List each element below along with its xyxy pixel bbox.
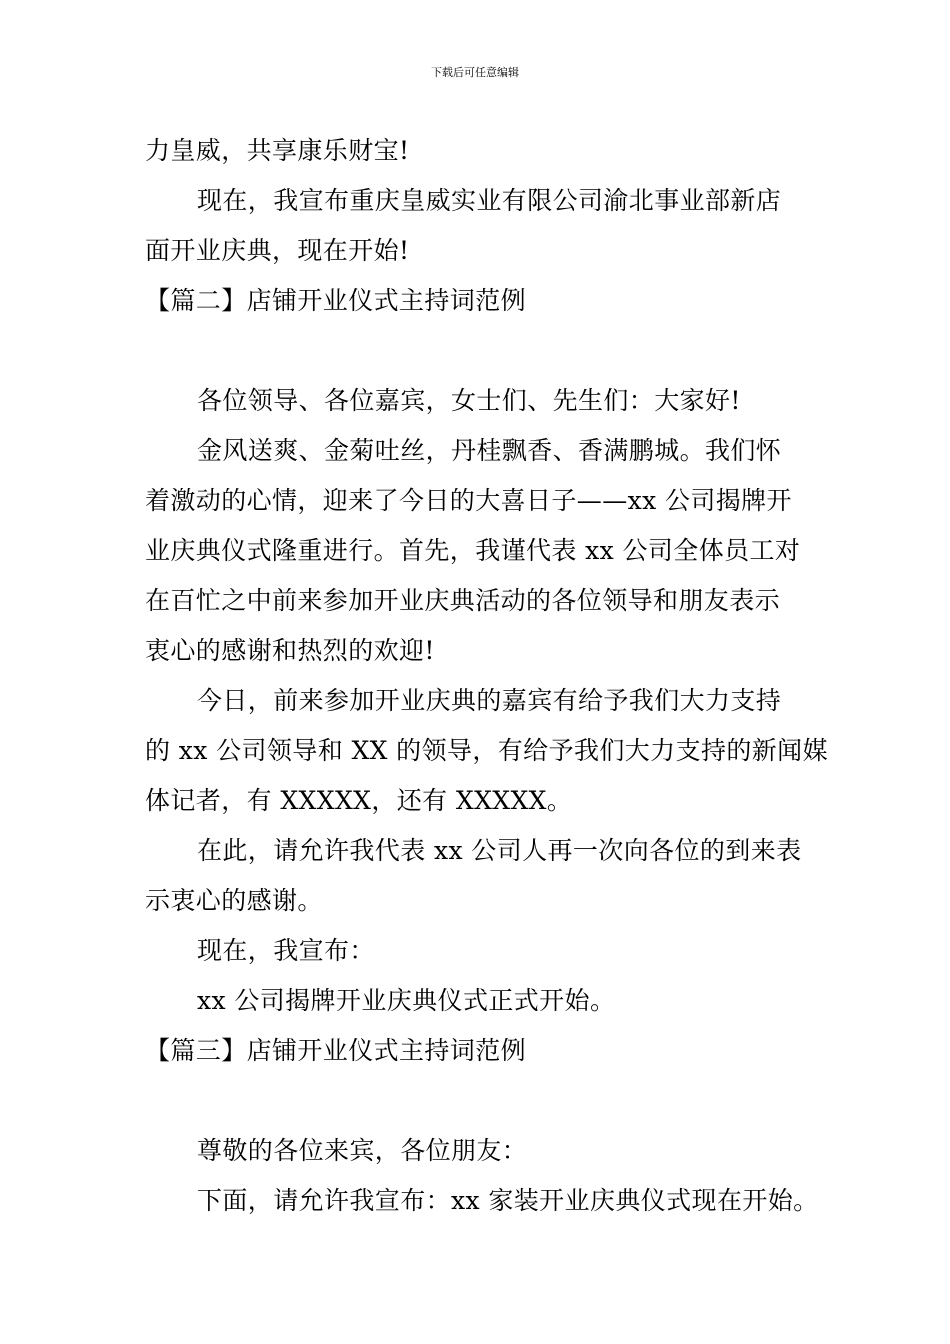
paragraph-line: 今日，前来参加开业庆典的嘉宾有给予我们大力支持 — [197, 686, 782, 715]
blank-line — [145, 326, 810, 376]
section-heading-part2: 【篇二】店铺开业仪式主持词范例 — [145, 286, 527, 315]
paragraph-line: 下面，请允许我宣布：xx 家装开业庆典仪式现在开始。 — [197, 1186, 819, 1215]
paragraph-line: 业庆典仪式隆重进行。首先，我谨代表 xx 公司全体员工对 — [145, 536, 801, 565]
paragraph-line: 着激动的心情，迎来了今日的大喜日子——xx 公司揭牌开 — [145, 486, 792, 515]
paragraph-line: 的 xx 公司领导和 XX 的领导，有给予我们大力支持的新闻媒 — [145, 736, 828, 765]
section-heading-part3: 【篇三】店铺开业仪式主持词范例 — [145, 1036, 527, 1065]
paragraph-line: 力皇威，共享康乐财宝! — [145, 136, 410, 165]
paragraph-line: xx 公司揭牌开业庆典仪式正式开始。 — [197, 986, 616, 1015]
document-body — [145, 126, 828, 1226]
paragraph-line: 金风送爽、金菊吐丝，丹桂飘香、香满鹏城。我们怀 — [197, 436, 782, 465]
paragraph-line: 在此，请允许我代表 xx 公司人再一次向各位的到来表 — [197, 836, 802, 865]
paragraph-line: 现在，我宣布： — [197, 936, 375, 965]
paragraph-line: 示衷心的感谢。 — [145, 886, 323, 915]
paragraph-line: 现在，我宣布重庆皇威实业有限公司渝北事业部新店 — [197, 186, 782, 215]
paragraph-line: 面开业庆典，现在开始! — [145, 236, 410, 265]
paragraph-line: 体记者，有 XXXXX，还有 XXXXX。 — [145, 786, 573, 815]
page-header: 下载后可任意编辑 — [431, 66, 519, 79]
blank-line — [145, 1076, 810, 1126]
paragraph-line: 衷心的感谢和热烈的欢迎! — [145, 636, 435, 665]
paragraph-line: 尊敬的各位来宾，各位朋友： — [197, 1136, 528, 1165]
paragraph-line: 各位领导、各位嘉宾，女士们、先生们：大家好! — [197, 386, 741, 415]
paragraph-line: 在百忙之中前来参加开业庆典活动的各位领导和朋友表示 — [145, 586, 781, 615]
